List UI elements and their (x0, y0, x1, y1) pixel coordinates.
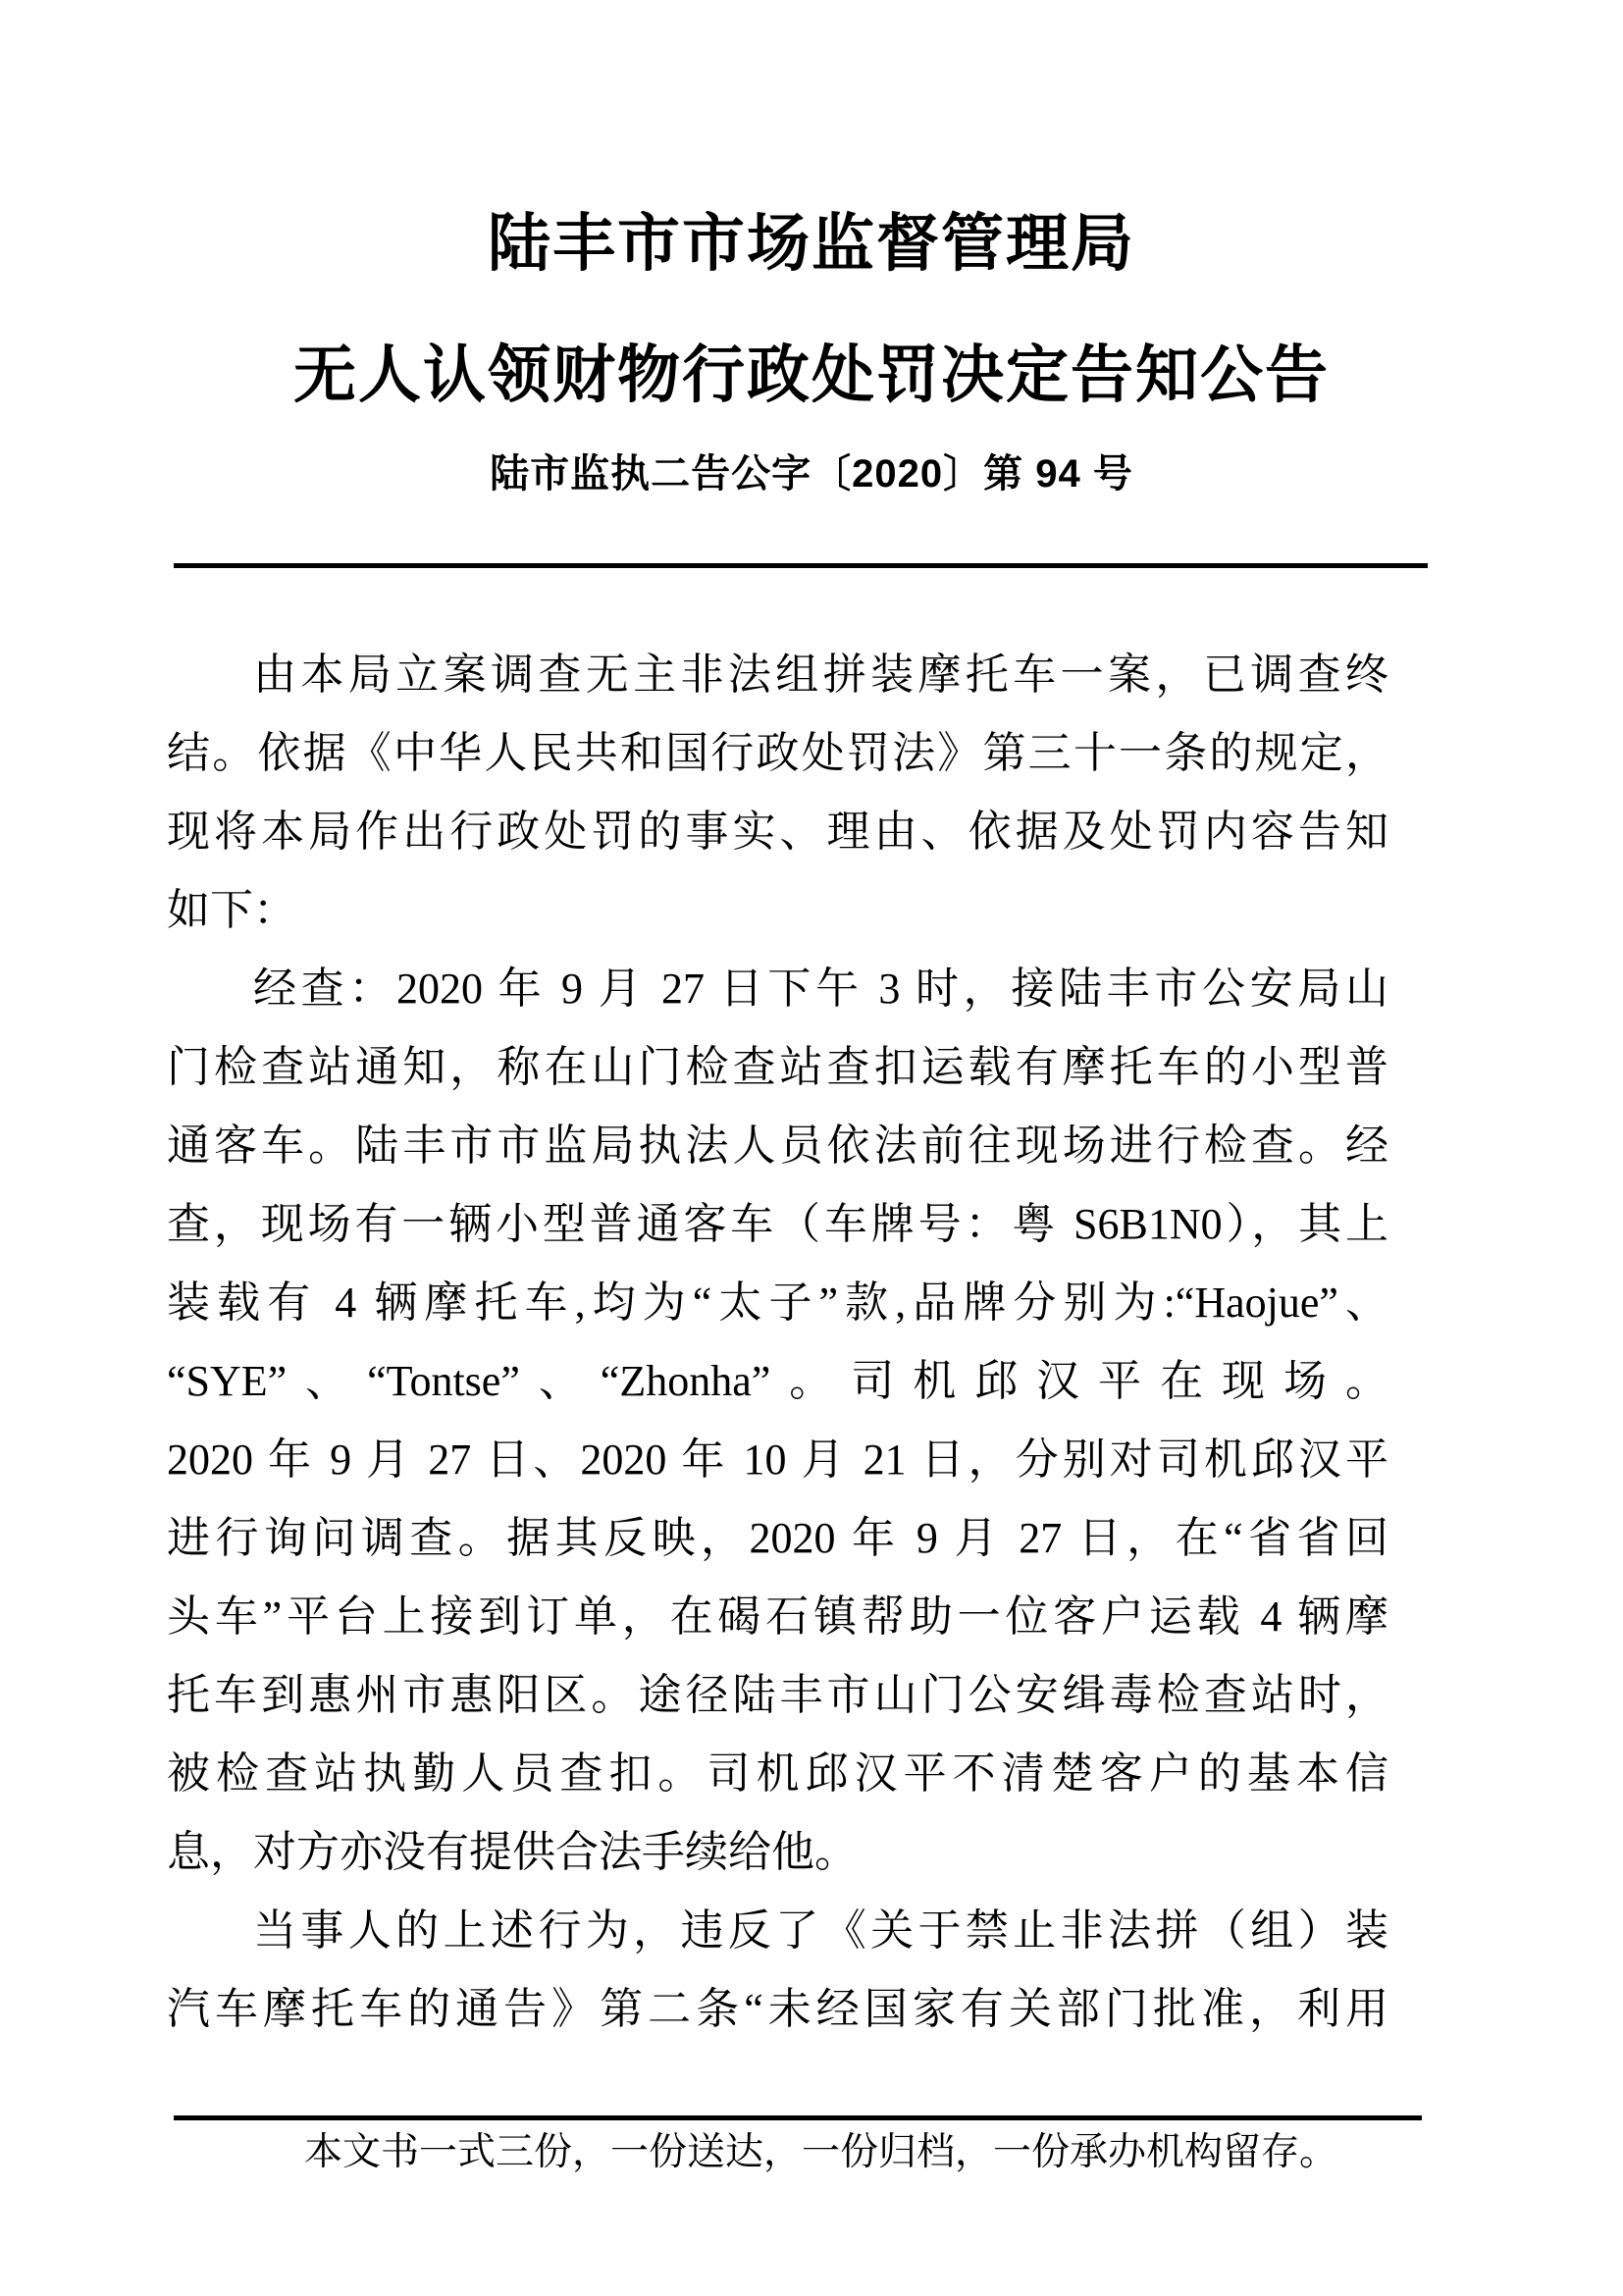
body-line: 息，对方亦没有提供合法手续给他。 (167, 1828, 858, 1876)
body-line: 经查：2020 年 9 月 27 日下午 3 时，接陆丰市公安局山 (253, 965, 1388, 1013)
header-divider (174, 563, 1428, 568)
body-line: 现将本局作出行政处罚的事实、理由、依据及处罚内容告知 (167, 808, 1388, 856)
document-title: 陆丰市市场监督管理局 (488, 208, 1135, 279)
body-line: 通客车。陆丰市市监局执法人员依法前往现场进行检查。经 (167, 1122, 1388, 1170)
footer-note: 本文书一式三份，一份送达，一份归档，一份承办机构留存。 (304, 2131, 1338, 2173)
document-number: 陆市监执二告公字〔2020〕第 94 号 (490, 452, 1133, 496)
body-line: 结。依据《中华人民共和国行政处罚法》第三十一条的规定， (167, 729, 1388, 777)
body-line: 当事人的上述行为，违反了《关于禁止非法拼（组）装 (253, 1906, 1388, 1955)
body-line: 装载有 4 辆摩托车,均为“太子”款,品牌分别为:“Haojue”、 (167, 1278, 1388, 1327)
body-line: “SYE”、“Tontse”、“Zhonha”。司机邱汉平在现场。 (167, 1357, 1388, 1405)
body-line: 2020 年 9 月 27 日、2020 年 10 月 21 日，分别对司机邱汉平 (167, 1435, 1388, 1484)
document-body (167, 636, 1388, 2049)
body-line: 如下： (167, 886, 296, 934)
body-line: 托车到惠州市惠阳区。途径陆丰市山门公安缉毒检查站时， (167, 1671, 1388, 1719)
body-line: 查，现场有一辆小型普通客车（车牌号：粤 S6B1N0），其上 (167, 1200, 1388, 1248)
footer-divider (174, 2115, 1422, 2120)
body-line: 由本局立案调查无主非法组拼装摩托车一案，已调查终 (253, 651, 1388, 699)
body-line: 头车”平台上接到订单，在碣石镇帮助一位客户运载 4 辆摩 (167, 1592, 1388, 1641)
body-line: 汽车摩托车的通告》第二条“未经国家有关部门批准，利用 (167, 1985, 1388, 2033)
body-line: 被检查站执勤人员查扣。司机邱汉平不清楚客户的基本信 (167, 1749, 1388, 1798)
document-subtitle: 无人认领财物行政处罚决定告知公告 (293, 339, 1330, 410)
body-line: 门检查站通知，称在山门检查站查扣运载有摩托车的小型普 (167, 1043, 1388, 1091)
body-line: 进行询问调查。据其反映，2020 年 9 月 27 日，在“省省回 (167, 1514, 1388, 1562)
